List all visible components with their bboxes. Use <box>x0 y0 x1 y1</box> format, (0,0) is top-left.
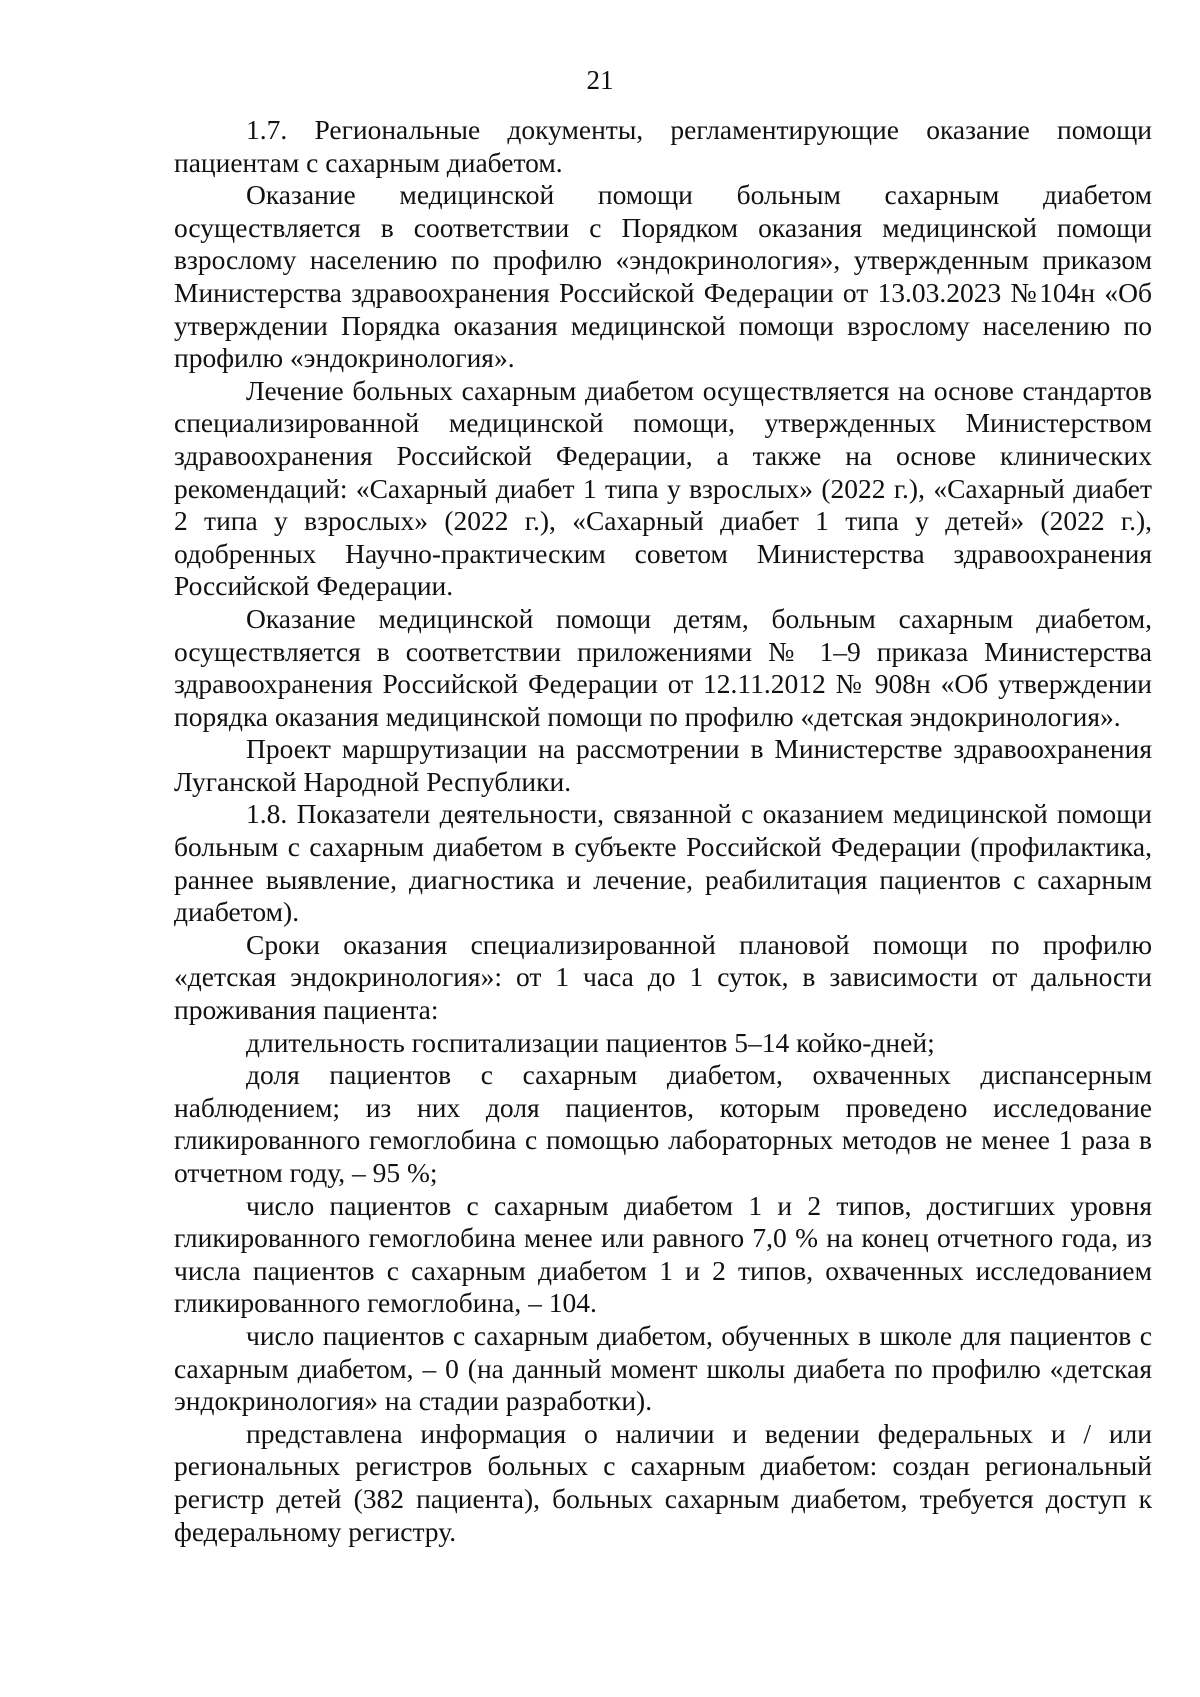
paragraph-children-care-order: Оказание медицинской помощи детям, больным сахарным диабетом, осуществляется в соответствии приложениями № 1–9 приказа Министерства здравоохранения Российской Федерации от 12.11.2012 № 908н «Об утверждении порядка оказания медицинской помощи по профилю «детская эндокринология». <box>174 602 1152 732</box>
paragraph-routing-project: Проект маршрутизации на рассмотрении в Министерстве здравоохранения Луганской Народной Республики. <box>174 733 1152 797</box>
section-1-8-heading: 1.8. Показатели деятельности, связанной с оказанием медицинской помощи больным с сахарным диабетом в субъекте Российской Федерации (профилактика, раннее выявление, диагностика и лечение, реабилитация пациентов с сахарным диабетом). <box>174 798 1152 928</box>
paragraph-hospitalization-duration: длительность госпитализации пациентов 5–14 койко-дней; <box>246 1026 935 1058</box>
section-1-7-heading: 1.7. Региональные документы, регламентирующие оказание помощи пациентам с сахарным диабетом. <box>174 114 1152 178</box>
paragraph-adult-care-order: Оказание медицинской помощи больным сахарным диабетом осуществляется в соответствии с Порядком оказания медицинской помощи взрослому населению по профилю «эндокринология», утвержденным приказом Министерства здравоохранения Российской Федерации от 13.03.2023 №104н «Об утверждении Порядка оказания медицинской помощи взрослому населению по профилю «эндокринология». <box>174 179 1152 374</box>
paragraph-hba1c-target: число пациентов с сахарным диабетом 1 и 2 типов, достигших уровня гликированного гемоглобина менее или равного 7,0 % на конец отчетного года, из числа пациентов с сахарным диабетом 1 и 2 типов, охваченных исследованием гликированного гемоглобина, – 104. <box>174 1189 1152 1319</box>
document-body <box>174 114 1152 1548</box>
paragraph-treatment-standards: Лечение больных сахарным диабетом осуществляется на основе стандартов специализированной медицинской помощи, утвержденных Министерством здравоохранения Российской Федерации, а также на основе клинических рекомендаций: «Сахарный диабет 1 типа у взрослых» (2022 г.), «Сахарный диабет 2 типа у взрослых» (2022 г.), «Сахарный диабет 1 типа у детей» (2022 г.), одобренных Научно-практическим советом Министерства здравоохранения Российской Федерации. <box>174 374 1152 602</box>
paragraph-care-timeframes: Сроки оказания специализированной плановой помощи по профилю «детская эндокринология»: от 1 часа до 1 суток, в зависимости от дальности проживания пациента: <box>174 928 1152 1026</box>
paragraph-registers: представлена информация о наличии и ведении федеральных и / или региональных регистров больных с сахарным диабетом: создан региональный регистр детей (382 пациента), больных сахарным диабетом, требуется доступ к федеральному регистру. <box>174 1417 1152 1547</box>
page-number: 21 <box>586 65 614 95</box>
paragraph-dispensary-share: доля пациентов с сахарным диабетом, охваченных диспансерным наблюдением; из них доля пациентов, которым проведено исследование гликированного гемоглобина с помощью лабораторных методов не менее 1 раза в отчетном году, – 95 %; <box>174 1059 1152 1188</box>
paragraph-diabetes-school: число пациентов с сахарным диабетом, обученных в школе для пациентов с сахарным диабетом, – 0 (на данный момент школы диабета по профилю «детская эндокринология» на стадии разработки). <box>174 1319 1152 1417</box>
